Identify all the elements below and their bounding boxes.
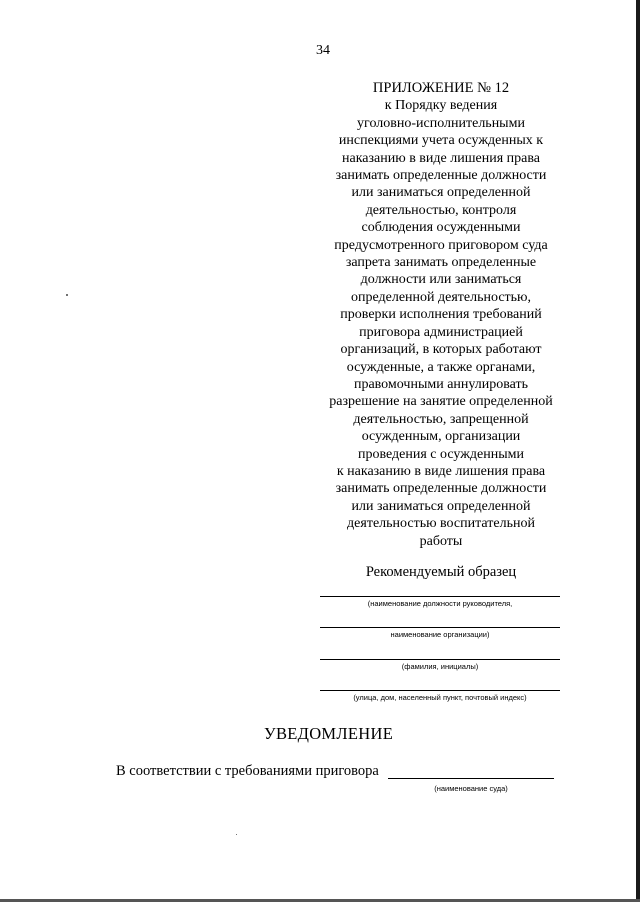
field-caption: наименование организации) bbox=[390, 630, 490, 639]
page-edge-right bbox=[636, 0, 640, 902]
field-caption: (наименование суда) bbox=[434, 784, 508, 793]
appendix-line: проведения с осужденными bbox=[358, 446, 524, 462]
appendix-line: наказанию в виде лишения права bbox=[342, 150, 540, 166]
page-number: 34 bbox=[316, 43, 330, 58]
appendix-line: должности или заниматься bbox=[360, 272, 522, 288]
appendix-line: деятельностью, запрещенной bbox=[353, 411, 529, 427]
appendix-line: или заниматься определенной bbox=[351, 185, 531, 201]
appendix-title: ПРИЛОЖЕНИЕ № 12 bbox=[372, 80, 510, 96]
notice-title: УВЕДОМЛЕНИЕ bbox=[264, 724, 394, 743]
appendix-line: занимать определенные должности bbox=[335, 168, 547, 184]
appendix-line: уголовно-исполнительными bbox=[357, 115, 525, 131]
appendix-line: деятельностью воспитательной bbox=[347, 516, 535, 532]
fill-line bbox=[388, 778, 554, 779]
appendix-line: осужденные, а также органами, bbox=[346, 359, 536, 375]
appendix-line: разрешение на занятие определенной bbox=[329, 394, 553, 410]
recipient-position-field[interactable] bbox=[320, 596, 560, 608]
appendix-line: работы bbox=[419, 533, 463, 549]
appendix-line: к наказанию в виде лишения права bbox=[336, 463, 546, 479]
sample-label: Рекомендуемый образец bbox=[365, 564, 517, 580]
recipient-name-field[interactable] bbox=[320, 659, 560, 671]
recipient-organization-field[interactable] bbox=[320, 627, 560, 639]
appendix-line: осужденным, организации bbox=[361, 429, 521, 445]
appendix-line: инспекциями учета осужденных к bbox=[338, 133, 544, 149]
appendix-line: проверки исполнения требований bbox=[340, 307, 542, 323]
field-caption: (улица, дом, населенный пункт, почтовый индекс) bbox=[353, 693, 527, 702]
scan-speck bbox=[236, 834, 237, 835]
appendix-line: предусмотренного приговором суда bbox=[334, 237, 548, 253]
scan-speck bbox=[66, 294, 68, 296]
recipient-address-field[interactable] bbox=[320, 690, 560, 702]
appendix-line: соблюдения осужденными bbox=[361, 220, 521, 236]
field-caption: (фамилия, инициалы) bbox=[401, 662, 479, 671]
appendix-line: запрета занимать определенные bbox=[345, 255, 537, 271]
appendix-line: или заниматься определенной bbox=[351, 498, 531, 514]
appendix-line: деятельностью, контроля bbox=[365, 202, 517, 218]
appendix-line: приговора администрацией bbox=[359, 324, 523, 340]
fill-line bbox=[320, 659, 560, 660]
field-caption: (наименование должности руководителя, bbox=[367, 599, 513, 608]
appendix-line: определенной деятельностью, bbox=[350, 289, 532, 305]
appendix-line: занимать определенные должности bbox=[335, 481, 547, 497]
fill-line bbox=[320, 596, 560, 597]
appendix-header bbox=[316, 80, 566, 550]
appendix-line: правомочными аннулировать bbox=[353, 376, 529, 392]
court-name-field[interactable] bbox=[388, 778, 554, 793]
appendix-line: к Порядку ведения bbox=[384, 98, 498, 114]
appendix-line: организаций, в которых работают bbox=[340, 342, 542, 358]
body-sentence: В соответствии с требованиями приговора bbox=[116, 763, 379, 779]
fill-line bbox=[320, 627, 560, 628]
fill-line bbox=[320, 690, 560, 691]
